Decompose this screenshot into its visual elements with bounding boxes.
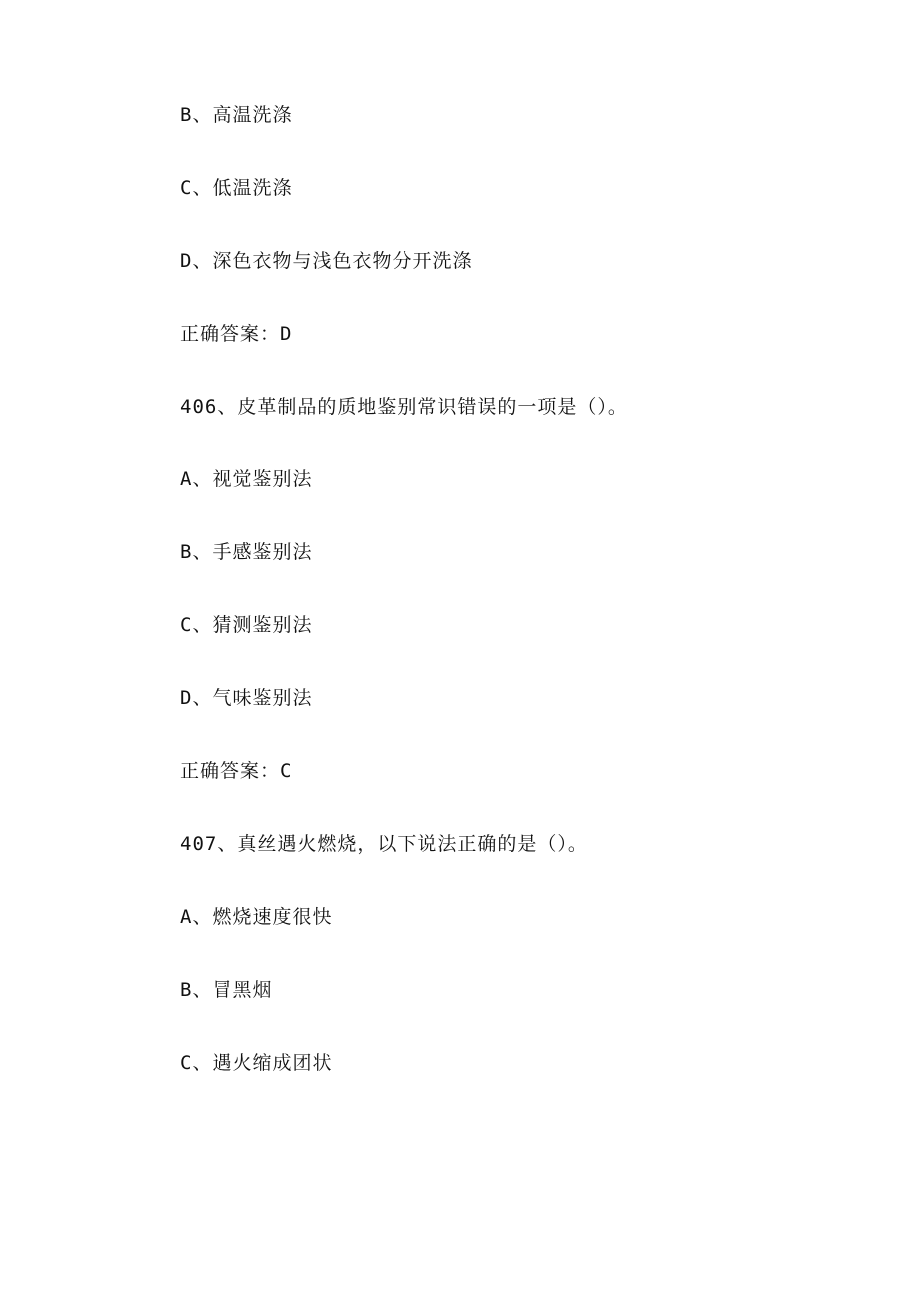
q406-answer: 正确答案：C — [180, 760, 293, 782]
q405-option-c: C、低温洗涤 — [180, 177, 293, 199]
q406-option-c: C、猜测鉴别法 — [180, 614, 313, 636]
q405-answer: 正确答案：D — [180, 323, 293, 345]
q407-option-c: C、遇火缩成团状 — [180, 1052, 333, 1074]
q407-option-b: B、冒黑烟 — [180, 979, 273, 1001]
q406-question: 406、皮革制品的质地鉴别常识错误的一项是（）。 — [180, 396, 628, 418]
q406-option-b: B、手感鉴别法 — [180, 541, 313, 563]
q405-option-b: B、高温洗涤 — [180, 104, 293, 126]
q406-option-d: D、气味鉴别法 — [180, 687, 313, 709]
q407-question: 407、真丝遇火燃烧，以下说法正确的是（）。 — [180, 833, 588, 855]
q406-option-a: A、视觉鉴别法 — [180, 468, 313, 490]
q405-option-d: D、深色衣物与浅色衣物分开洗涤 — [180, 250, 473, 272]
q407-option-a: A、燃烧速度很快 — [180, 906, 333, 928]
